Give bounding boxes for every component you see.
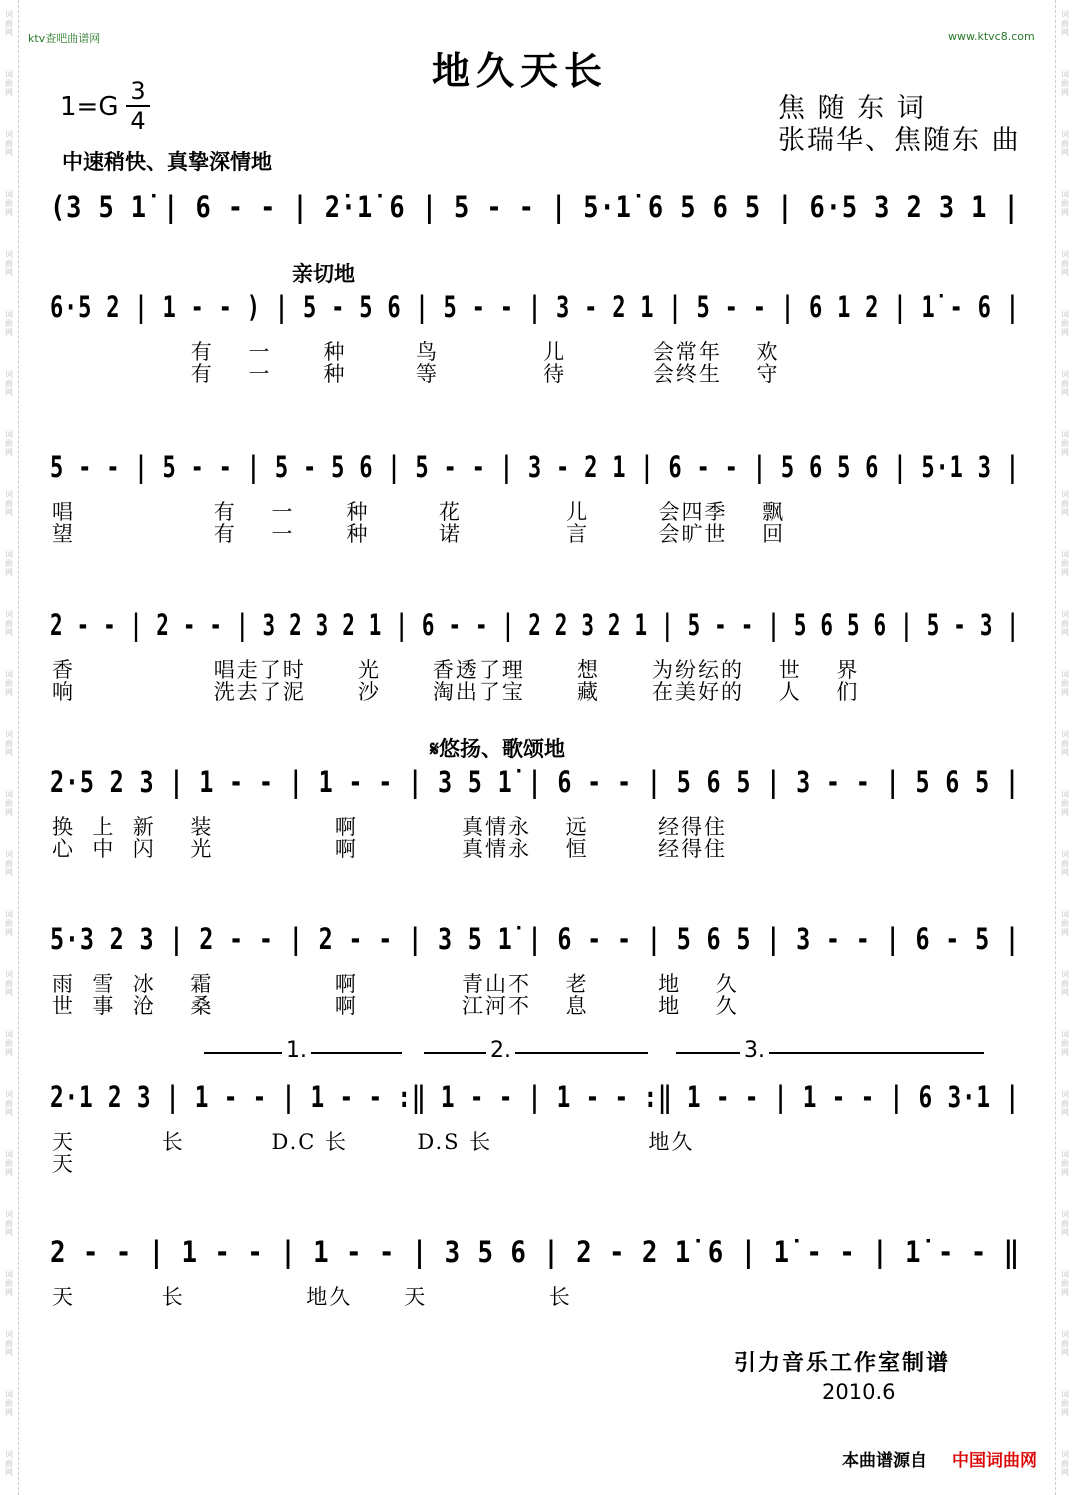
side-watermark-text: 词 曲 网 (1061, 550, 1069, 577)
expression-marking: 𝄋悠扬、歌颂地 (430, 736, 566, 761)
side-watermark-text: 词 曲 网 (1061, 1390, 1069, 1417)
lyric-line: 天 长 D.C 长 D.S 长 地久 (52, 1130, 695, 1154)
time-signature-top: 3 (130, 77, 146, 105)
side-watermark-text: 词 曲 网 (1061, 730, 1069, 757)
side-watermark-text: 词 曲 网 (1061, 1450, 1069, 1477)
side-watermark-text: 词 曲 网 (5, 850, 13, 877)
composer-credit: 张瑞华、焦随东 曲 (778, 125, 1021, 156)
side-watermark-text: 词 曲 网 (1061, 310, 1069, 337)
volta-3-bracket (676, 1052, 984, 1054)
expression-marking: 亲切地 (292, 261, 355, 286)
side-watermark-text: 词 曲 网 (1061, 610, 1069, 637)
side-watermark-text: 词 曲 网 (5, 1450, 13, 1477)
side-watermark-text: 词 曲 网 (5, 490, 13, 517)
left-watermark-strip (0, 0, 19, 1495)
side-watermark-text: 词 曲 网 (5, 10, 13, 37)
lyric-line: 世 事 沧 桑 啊 江河不 息 地 久 (52, 994, 739, 1018)
lyric-line: 换 上 新 装 啊 真情永 远 经得住 (52, 815, 728, 839)
song-title: 地久天长 (432, 48, 609, 93)
side-watermark-text: 词 曲 网 (5, 1390, 13, 1417)
side-watermark-text: 词 曲 网 (5, 1090, 13, 1117)
side-watermark-text: 词 曲 网 (1061, 250, 1069, 277)
notation-line: 6·5 2 | 1 - - ) | 5 - 5 6 | 5 - - | 3 - 2 1 | 5 - - | 6 1 2 | 1̇ - 6 | (50, 290, 1020, 324)
side-watermark-text: 词 曲 网 (5, 790, 13, 817)
volta-2-label: 2. (486, 1038, 515, 1063)
side-watermark-text: 词 曲 网 (1061, 1150, 1069, 1177)
side-watermark-text: 词 曲 网 (5, 310, 13, 337)
side-watermark-text: 词 曲 网 (5, 190, 13, 217)
notation-line: 2 - - | 2 - - | 3 2 3 2 1 | 6 - - | 2 2 3 2 1 | 5 - - | 5 6 5 6 | 5 - 3 | (50, 608, 1020, 642)
left-site-watermark: ktv查吧曲谱网 (28, 32, 101, 45)
side-watermark-text: 词 曲 网 (1061, 1030, 1069, 1057)
lyric-line: 有 一 种 等 待 会终生 守 (52, 362, 780, 386)
volta-2-bracket (424, 1052, 648, 1054)
source-site: 中国词曲网 (952, 1451, 1037, 1471)
date: 2010.6 (822, 1380, 896, 1404)
side-watermark-text: 词 曲 网 (1061, 130, 1069, 157)
time-signature-bottom: 4 (130, 107, 146, 135)
side-watermark-text: 词 曲 网 (1061, 1090, 1069, 1117)
notation-line: 2 - - | 1 - - | 1 - - | 3 5 6 | 2 - 2 1̇ 6 | 1̇ - - | 1̇ - - ‖ (50, 1235, 1021, 1269)
side-watermark-text: 词 曲 网 (1061, 370, 1069, 397)
side-watermark-text: 词 曲 网 (5, 970, 13, 997)
lyric-line: 心 中 闪 光 啊 真情永 恒 经得住 (52, 837, 728, 861)
side-watermark-text: 词 曲 网 (1061, 190, 1069, 217)
right-watermark-strip (1055, 0, 1074, 1495)
time-signature (126, 78, 150, 134)
volta-1-label: 1. (282, 1038, 311, 1063)
lyric-line: 有 一 种 鸟 儿 会常年 欢 (52, 340, 780, 364)
side-watermark-text: 词 曲 网 (5, 370, 13, 397)
notation-line: 2·5 2 3 | 1 - - | 1 - - | 3 5 1̇ | 6 - - | 5 6 5 | 3 - - | 5 6 5 | (50, 765, 1020, 799)
side-watermark-text: 词 曲 网 (1061, 430, 1069, 457)
volta-3-label: 3. (740, 1038, 769, 1063)
notation-line: 2·1 2 3 | 1 - - | 1 - - :‖ 1 - - | 1 - - :‖ 1 - - | 1 - - | 6 3·1 | (50, 1080, 1020, 1114)
side-watermark-text: 词 曲 网 (5, 1270, 13, 1297)
side-watermark-text: 词 曲 网 (5, 1210, 13, 1237)
lyric-line: 天 长 地久 天 长 (52, 1285, 572, 1309)
side-watermark-text: 词 曲 网 (5, 430, 13, 457)
side-watermark-text: 词 曲 网 (1061, 10, 1069, 37)
side-watermark-text: 词 曲 网 (1061, 1270, 1069, 1297)
notation-line: 5·3 2 3 | 2 - - | 2 - - | 3 5 1̇ | 6 - - | 5 6 5 | 3 - - | 6 - 5 | (50, 922, 1020, 956)
side-watermark-text: 词 曲 网 (5, 1030, 13, 1057)
side-watermark-text: 词 曲 网 (1061, 1210, 1069, 1237)
lyric-line: 天 (52, 1152, 75, 1176)
side-watermark-text: 词 曲 网 (5, 730, 13, 757)
side-watermark-text: 词 曲 网 (5, 130, 13, 157)
key-signature: 1=G (60, 92, 119, 122)
side-watermark-text: 词 曲 网 (1061, 790, 1069, 817)
right-site-watermark: www.ktvc8.com (948, 30, 1035, 43)
side-watermark-text: 词 曲 网 (1061, 910, 1069, 937)
side-watermark-text: 词 曲 网 (5, 250, 13, 277)
side-watermark-text: 词 曲 网 (1061, 670, 1069, 697)
tempo-marking: 中速稍快、真挚深情地 (62, 149, 272, 174)
side-watermark-text: 词 曲 网 (5, 910, 13, 937)
lyric-line: 响 洗去了泥 沙 淘出了宝 藏 在美好的 人 们 (52, 680, 860, 704)
side-watermark-text: 词 曲 网 (1061, 1330, 1069, 1357)
side-watermark-text: 词 曲 网 (5, 1150, 13, 1177)
lyric-line: 香 唱走了时 光 香透了理 想 为纷纭的 世 界 (52, 658, 860, 682)
side-watermark-text: 词 曲 网 (5, 610, 13, 637)
side-watermark-text: 词 曲 网 (1061, 70, 1069, 97)
side-watermark-text: 词 曲 网 (1061, 490, 1069, 517)
notation-line: (3 5 1̇ | 6 - - | 2̇·1̇ 6 | 5 - - | 5·1̇ 6 5 6 5 | 6·5 3 2 3 1 | (50, 190, 1020, 224)
side-watermark-text: 词 曲 网 (1061, 850, 1069, 877)
side-watermark-text: 词 曲 网 (5, 550, 13, 577)
source-label: 本曲谱源自 (842, 1451, 927, 1471)
lyric-line: 唱 有 一 种 花 儿 会四季 飘 (52, 500, 786, 524)
side-watermark-text: 词 曲 网 (1061, 970, 1069, 997)
side-watermark-text: 词 曲 网 (5, 1330, 13, 1357)
lyric-line: 雨 雪 冰 霜 啊 青山不 老 地 久 (52, 972, 739, 996)
side-watermark-text: 词 曲 网 (5, 670, 13, 697)
side-watermark-text: 词 曲 网 (5, 70, 13, 97)
lyricist-credit: 焦 随 东 词 (778, 93, 926, 124)
lyric-line: 望 有 一 种 诺 言 会旷世 回 (52, 522, 786, 546)
notation-line: 5 - - | 5 - - | 5 - 5 6 | 5 - - | 3 - 2 1 | 6 - - | 5 6 5 6 | 5·1 3 | (50, 450, 1020, 484)
arranger-credit: 引力音乐工作室制谱 (734, 1350, 951, 1376)
